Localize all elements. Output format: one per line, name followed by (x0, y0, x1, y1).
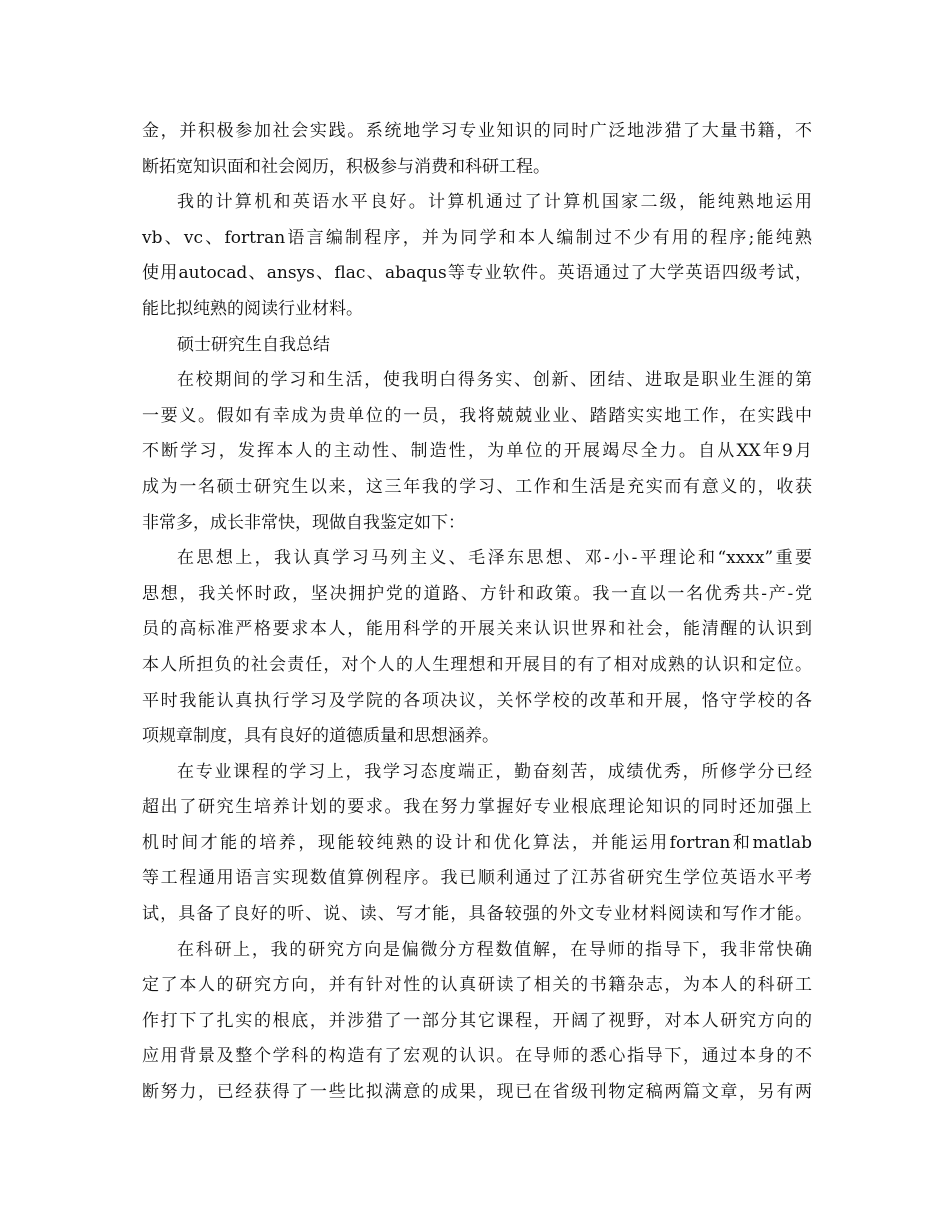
text-line: 本人所担负的社会责任，对个人的人生理想和开展目的有了相对成熟的认识和定位。 (142, 654, 812, 675)
text-line: 机时间才能的培养，现能较纯熟的设计和优化算法，并能运用fortran和matlab (142, 832, 812, 853)
text-line: 思想，我关怀时政，坚决拥护党的道路、方针和政策。我一直以一名优秀共-产-党 (142, 583, 812, 604)
text-line: 能比拟纯熟的阅读行业材料。 (142, 298, 363, 319)
text-line: 断努力，已经获得了一些比拟满意的成果，现已在省级刊物定稿两篇文章，另有两 (142, 1082, 812, 1103)
text-line: 硕士研究生自我总结 (177, 334, 330, 355)
text-line: 在专业课程的学习上，我学习态度端正，勤奋刻苦，成绩优秀，所修学分已经 (177, 761, 812, 782)
text-line: 等工程通用语言实现数值算例程序。我已顺利通过了江苏省研究生学位英语水平考 (142, 868, 812, 889)
text-line: 试，具备了良好的听、说、读、写才能，具备较强的外文专业材料阅读和写作才能。 (142, 904, 812, 925)
text-line: 员的高标准严格要求本人，能用科学的开展关来认识世界和社会，能清醒的认识到 (142, 619, 812, 640)
text-line: 定了本人的研究方向，并有针对性的认真研读了相关的书籍杂志，为本人的科研工 (142, 975, 812, 996)
text-line: 平时我能认真执行学习及学院的各项决议，关怀学校的改革和开展，恪守学校的各 (142, 690, 812, 711)
text-line: 非常多，成长非常快，现做自我鉴定如下： (142, 512, 465, 533)
text-line: 应用背景及整个学科的构造有了宏观的认识。在导师的悉心指导下，通过本身的不 (142, 1046, 812, 1067)
text-line: 在思想上，我认真学习马列主义、毛泽东思想、邓-小-平理论和“xxxx”重要 (177, 548, 812, 569)
text-line: 在校期间的学习和生活，使我明白得务实、创新、团结、进取是职业生涯的第 (177, 370, 812, 391)
text-line: 项规章制度，具有良好的道德质量和思想涵养。 (142, 726, 499, 747)
text-line: 在科研上，我的研究方向是偏微分方程数值解，在导师的指导下，我非常快确 (177, 939, 812, 960)
text-line: 金，并积极参加社会实践。系统地学习专业知识的同时广泛地涉猎了大量书籍，不 (142, 121, 812, 141)
text-line: 一要义。假如有幸成为贵单位的一员，我将兢兢业业、踏踏实实地工作，在实践中 (142, 405, 812, 426)
text-line: 超出了研究生培养计划的要求。我在努力掌握好专业根底理论知识的同时还加强上 (142, 797, 812, 818)
text-line: 成为一名硕士研究生以来，这三年我的学习、工作和生活是充实而有意义的，收获 (142, 476, 812, 497)
document-page (142, 114, 812, 1111)
text-line: vb、vc、fortran语言编制程序，并为同学和本人编制过不少有用的程序;能纯熟 (142, 227, 812, 248)
text-line: 使用autocad、ansys、flac、abaqus等专业软件。英语通过了大学英语四级考试， (142, 263, 812, 284)
text-line: 作打下了扎实的根底，并涉猎了一部分其它课程，开阔了视野，对本人研究方向的 (142, 1010, 812, 1031)
text-line: 我的计算机和英语水平良好。计算机通过了计算机国家二级，能纯熟地运用 (177, 192, 812, 213)
text-line: 断拓宽知识面和社会阅历，积极参与消费和科研工程。 (142, 156, 550, 177)
text-line: 不断学习，发挥本人的主动性、制造性，为单位的开展竭尽全力。自从XX年9月 (142, 441, 812, 462)
